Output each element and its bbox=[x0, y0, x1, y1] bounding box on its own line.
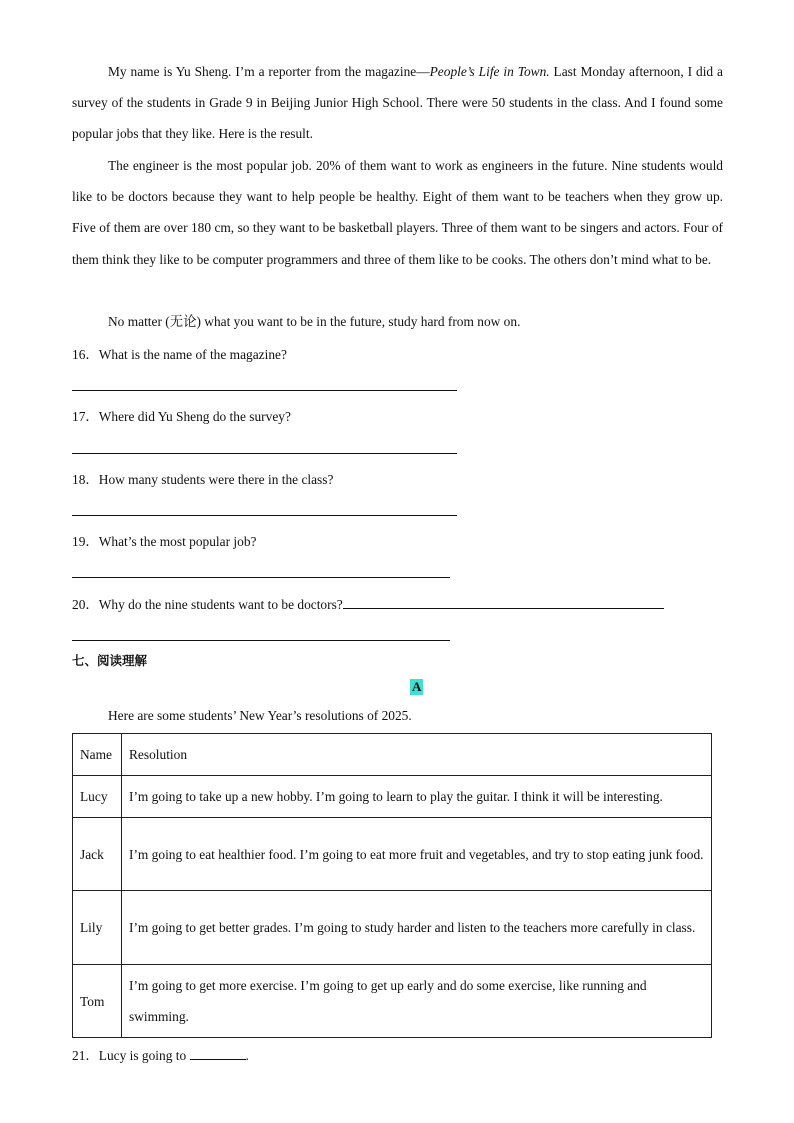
question-text: What’s the most popular job? bbox=[98, 534, 257, 549]
row-name: Lucy bbox=[73, 776, 122, 818]
passage-paragraph-2 bbox=[72, 150, 723, 275]
question-text: Lucy is going to bbox=[98, 1048, 187, 1063]
answer-line-20[interactable] bbox=[72, 640, 450, 641]
row-resolution: I’m going to get more exercise. I’m going to get up early and do some exercise, like running and swimming. bbox=[122, 965, 712, 1038]
answer-line-16[interactable] bbox=[72, 390, 457, 391]
part-label: A bbox=[412, 679, 422, 694]
question-text: Why do the nine students want to be doctors? bbox=[98, 597, 343, 612]
question-text: How many students were there in the class? bbox=[98, 472, 334, 487]
question-number: 21． bbox=[72, 1048, 99, 1063]
table-intro: Here are some students’ New Year’s resolutions of 2025. bbox=[108, 708, 412, 723]
answer-line-19[interactable] bbox=[72, 577, 450, 578]
question-16 bbox=[72, 344, 287, 363]
magazine-title: People’s Life in Town. bbox=[429, 64, 550, 79]
row-resolution: I’m going to get better grades. I’m going to study harder and listen to the teachers more carefully in class. bbox=[122, 891, 712, 965]
question-number: 19． bbox=[72, 534, 99, 549]
question-21 bbox=[72, 1045, 249, 1064]
answer-blank-20[interactable] bbox=[343, 596, 664, 609]
header-resolution: Resolution bbox=[122, 734, 712, 776]
question-number: 18． bbox=[72, 472, 99, 487]
answer-line-18[interactable] bbox=[72, 515, 457, 516]
section-heading: 七、阅读理解 bbox=[72, 653, 148, 668]
row-name: Jack bbox=[73, 818, 122, 891]
passage-text: Last Monday afternoon, I did a survey of the students in Grade 9 in Beijing Junior High School. There were 50 students in the class. And I found some popular jobs that they like. Here is the result. bbox=[72, 64, 723, 142]
question-end: . bbox=[245, 1048, 249, 1063]
passage-text: My name is Yu Sheng. I’m a reporter from the magazine— bbox=[108, 64, 430, 79]
question-text: What is the name of the magazine? bbox=[98, 347, 287, 362]
question-text: Where did Yu Sheng do the survey? bbox=[98, 409, 291, 424]
question-20 bbox=[72, 594, 664, 613]
row-resolution: I’m going to eat healthier food. I’m going to eat more fruit and vegetables, and try to stop eating junk food. bbox=[122, 818, 712, 891]
resolutions-table bbox=[72, 733, 712, 1038]
table-row bbox=[73, 776, 712, 818]
question-19 bbox=[72, 531, 256, 550]
question-17 bbox=[72, 406, 291, 425]
answer-line-17[interactable] bbox=[72, 453, 457, 454]
passage-paragraph-3: No matter (无论) what you want to be in the future, study hard from now on. bbox=[108, 314, 521, 329]
question-18 bbox=[72, 469, 333, 488]
answer-blank-21[interactable] bbox=[190, 1047, 246, 1060]
row-name: Tom bbox=[73, 965, 122, 1038]
question-number: 17． bbox=[72, 409, 99, 424]
passage-text: The engineer is the most popular job. 20% of them want to work as engineers in the future. Nine students would like to be doctors because they want to help people be healthy. Eight of them want to be teachers when they grow up. Five of them are over 180 cm, so they want to be basketball players. Three of them want to be singers and actors. Four of them think they like to be computer programmers and three of them like to be cooks. The others don’t mind what to be. bbox=[72, 158, 723, 267]
row-resolution: I’m going to take up a new hobby. I’m going to learn to play the guitar. I think it will be interesting. bbox=[122, 776, 712, 818]
table-header-row bbox=[73, 734, 712, 776]
header-name: Name bbox=[73, 734, 122, 776]
passage-paragraph-1 bbox=[72, 56, 723, 150]
table-row bbox=[73, 891, 712, 965]
table-row bbox=[73, 965, 712, 1038]
row-name: Lily bbox=[73, 891, 122, 965]
table-row bbox=[73, 818, 712, 891]
question-number: 20． bbox=[72, 597, 99, 612]
question-number: 16． bbox=[72, 347, 99, 362]
